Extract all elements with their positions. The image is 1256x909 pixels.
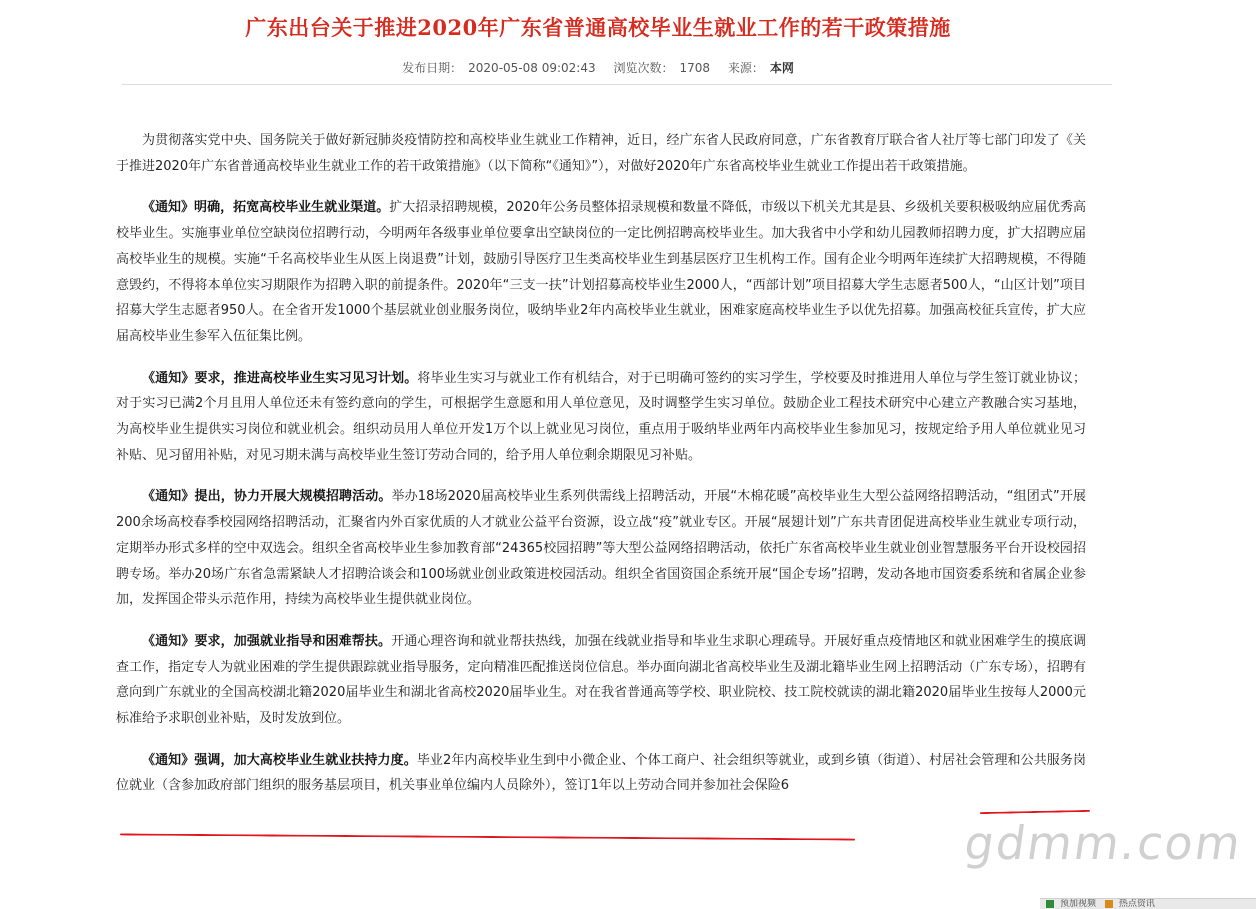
article-meta [0,59,1196,76]
watermark: gdmm.com [961,816,1246,870]
paragraph-3 [116,484,1086,613]
source-value: 本网 [769,61,794,75]
paragraph-4 [116,629,1086,732]
paragraph-2 [116,366,1086,469]
paragraph-intro: 为贯彻落实党中央、国务院关于做好新冠肺炎疫情防控和高校毕业生就业工作精神，近日，经广东省人民政府同意，广东省教育厅联合省人社厅等七部门印发了《关于推进2020年广东省普通高校毕业生就业工作的若干政策措施》（以下简称“《通知》”），对做好2020年广东省高校毕业生就业工作提出若干政策措施。 [116,133,1086,174]
status-item-1[interactable]: 预加视频 [1060,899,1097,909]
article-body [116,128,1086,815]
paragraph-5 [116,748,1086,799]
paragraph-3-body: 举办18场2020届高校毕业生系列供需线上招聘活动，开展“木棉花暖”高校毕业生大型公益网络招聘活动，“组团式”开展200余场高校春季校园网络招聘活动，汇聚省内外百家优质的人才就业公益平台资源，设立战“疫”就业专区。开展“展翅计划”广东共青团促进高校毕业生就业专项行动，定期举办形式多样的空中双选会。组织全省高校毕业生参加教育部“24365校园招聘”等大型公益网络招聘活动，依托广东省高校毕业生就业创业智慧服务平台开设校园招聘专场。举办20场广东省急需紧缺人才招聘洽谈会和100场就业创业政策进校园活动。组织全省国资国企系统开展“国企专场”招聘，发动各地市国资委系统和省属企业参加，发挥国企带头示范作用，持续为高校毕业生提供就业岗位。 [116,489,1086,608]
title-divider [122,84,1112,85]
paragraph-3-lead: 《通知》提出，协力开展大规模招聘活动。 [142,489,392,505]
highlight-underline-2 [120,833,855,840]
paragraph-2-body: 将毕业生实习与就业工作有机结合，对于已明确可签约的实习学生，学校要及时推进用人单位与学生签订就业协议；对于实习已满2个月且用人单位还未有签约意向的学生，可根据学生意愿和用人单位意见，及时调整学生实习单位。鼓励企业工程技术研究中心建立产教融合实习基地，为高校毕业生提供实习岗位和就业机会。组织动员用人单位开发1万个以上就业见习岗位，重点用于吸纳毕业两年内高校毕业生参加见习，按规定给予用人单位就业见习补贴、见习留用补贴，对见习期未满与高校毕业生签订劳动合同的，给予用人单位剩余期限见习补贴。 [116,370,1086,463]
status-bar [1040,898,1256,909]
paragraph-2-lead: 《通知》要求，推进高校毕业生实习见习计划。 [142,370,418,386]
paragraph-5-lead: 《通知》强调，加大高校毕业生就业扶持力度。 [142,752,417,768]
paragraph-1 [116,195,1086,349]
views-label: 浏览次数： [613,61,674,75]
paragraph-1-lead: 《通知》明确，拓宽高校毕业生就业渠道。 [142,200,390,216]
source-label: 来源： [727,61,764,75]
paragraph-4-highlight: 对在我省普通高等学校、职业院校、技工院校就读的湖北籍2020届毕业生按每人2000元标准给予求职创业补贴，及时发放到位。 [116,685,1086,727]
status-item-2[interactable]: 热点资讯 [1118,899,1155,909]
date-label: 发布日期： [402,61,463,75]
page-title: 广东出台关于推进2020年广东省普通高校毕业生就业工作的若干政策措施 [245,15,951,40]
views-value: 1708 [679,61,710,75]
news-icon[interactable] [1105,900,1113,908]
paragraph-4-lead: 《通知》要求，加强就业指导和困难帮扶。 [142,633,392,649]
date-value: 2020-05-08 09:02:43 [468,61,596,75]
paragraph-4-body: 开通心理咨询和就业帮扶热线，加强在线就业指导和毕业生求职心理疏导。开展好重点疫情地区和就业困难学生的摸底调查工作，指定专人为就业困难的学生提供跟踪就业指导服务，定向精准匹配推送岗位信息。举办面向湖北省高校毕业生及湖北籍毕业生网上招聘活动（广东专场），招聘有意向到广东就业的全国高校湖北籍2020届毕业生和湖北省高校2020届毕业生。 [116,633,1086,701]
video-icon[interactable] [1046,900,1054,908]
paragraph-1-body: 扩大招录招聘规模，2020年公务员整体招录规模和数量不降低，市级以下机关尤其是县、乡级机关要积极吸纳应届优秀高校毕业生。实施事业单位空缺岗位招聘行动，今明两年各级事业单位要拿出空缺岗位的一定比例招聘高校毕业生。加大我省中小学和幼儿园教师招聘力度，扩大招聘应届高校毕业生的规模。实施“千名高校毕业生从医上岗退费”计划，鼓励引导医疗卫生类高校毕业生到基层医疗卫生机构工作。国有企业今明两年连续扩大招聘规模，不得随意毁约，不得将本单位实习期限作为招聘入职的前提条件。2020年“三支一扶”计划招募高校毕业生2000人，“西部计划”项目招募大学生志愿者500人，“山区计划”项目招募大学生志愿者950人。在全省开发1000个基层就业创业服务岗位，吸纳毕业2年内高校毕业生就业，困难家庭高校毕业生予以优先招募。加强高校征兵宣传，扩大应届高校毕业生参军入伍征集比例。 [116,200,1086,344]
paragraph-5-body: 毕业2年内高校毕业生到中小微企业、个体工商户、社会组织等就业，或到乡镇（街道）、村居社会管理和公共服务岗位就业（含参加政府部门组织的服务基层项目，机关事业单位编内人员除外），签订1年以上劳动合同并参加社会保险6 [116,752,1086,794]
